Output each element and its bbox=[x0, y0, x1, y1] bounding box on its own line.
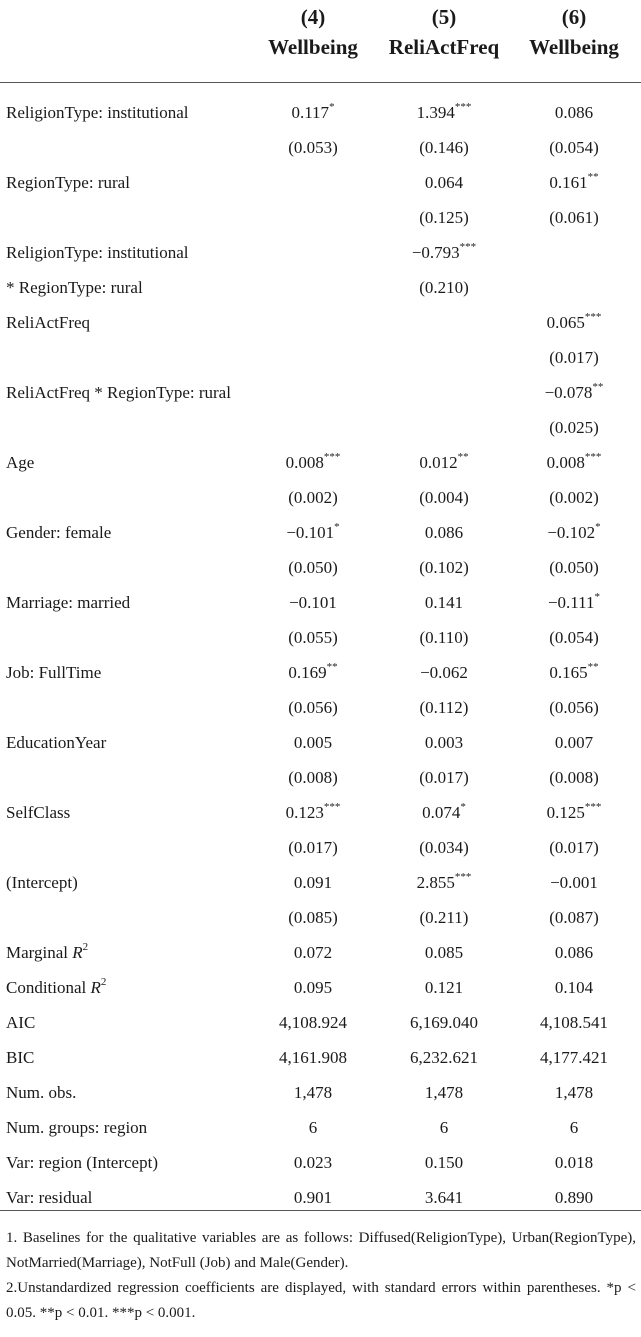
row-label: SelfClass bbox=[6, 803, 71, 822]
note-baselines: 1. Baselines for the qualitative variables are as follows: Diffused(ReligionType), Urban(RegionType), NotMarried(Marriage), NotFull (Job) and Male(Gender). bbox=[6, 1230, 636, 1271]
cell-c5: (0.125) bbox=[419, 208, 469, 227]
cell-c5: −0.062 bbox=[420, 663, 468, 682]
footer-divider bbox=[0, 1210, 641, 1211]
cell-c5: 6 bbox=[439, 1118, 449, 1137]
column-number: (6) bbox=[561, 5, 587, 29]
cell-c6: 0.065*** bbox=[546, 311, 602, 332]
row-label: ReligionType: institutional bbox=[6, 103, 189, 122]
cell-c4: (0.053) bbox=[288, 138, 338, 157]
cell-c6: 0.008*** bbox=[546, 451, 602, 472]
cell-c6: 0.086 bbox=[554, 103, 594, 122]
cell-c4: 0.091 bbox=[293, 873, 333, 892]
cell-c6: 0.018 bbox=[554, 1153, 594, 1172]
cell-c6: (0.087) bbox=[549, 908, 599, 927]
row-label: Age bbox=[6, 453, 35, 472]
table-row bbox=[0, 830, 641, 865]
column-number: (4) bbox=[300, 5, 326, 29]
table-row bbox=[0, 690, 641, 725]
table-row bbox=[0, 1145, 641, 1180]
table-row bbox=[0, 235, 641, 270]
cell-c5: 3.641 bbox=[424, 1188, 464, 1207]
cell-c5: (0.146) bbox=[419, 138, 469, 157]
column-name: Wellbeing bbox=[268, 35, 358, 59]
table-row bbox=[0, 935, 641, 970]
table-row bbox=[0, 550, 641, 585]
cell-c5: (0.102) bbox=[419, 558, 469, 577]
cell-c6: 0.007 bbox=[554, 733, 594, 752]
table-row bbox=[0, 760, 641, 795]
row-label: BIC bbox=[6, 1048, 35, 1067]
cell-c4: 4,161.908 bbox=[279, 1048, 347, 1067]
cell-c5: 0.121 bbox=[424, 978, 464, 997]
table-row bbox=[0, 165, 641, 200]
row-label: ReligionType: institutional bbox=[6, 243, 189, 262]
table-row bbox=[0, 585, 641, 620]
cell-c4: 0.123*** bbox=[285, 801, 341, 822]
cell-c6: (0.054) bbox=[549, 138, 599, 157]
cell-c4: −0.101* bbox=[286, 521, 340, 542]
cell-c4: 4,108.924 bbox=[279, 1013, 347, 1032]
row-label: EducationYear bbox=[6, 733, 107, 752]
cell-c4: 0.095 bbox=[293, 978, 333, 997]
cell-c6: 0.161** bbox=[549, 171, 599, 192]
cell-c4: 6 bbox=[308, 1118, 318, 1137]
cell-c6: (0.056) bbox=[549, 698, 599, 717]
cell-c4: (0.017) bbox=[288, 838, 338, 857]
cell-c5: −0.793*** bbox=[411, 241, 477, 262]
cell-c5: (0.211) bbox=[419, 908, 469, 927]
cell-c6: 4,108.541 bbox=[540, 1013, 608, 1032]
row-label: Conditional $R^2$ bbox=[6, 976, 107, 997]
cell-c4: 1,478 bbox=[293, 1083, 333, 1102]
note-coefficients: 2.Unstandardized regression coefficients are displayed, with standard errors within parentheses. *p < 0.05. **p < 0.01. ***p < 0.001. bbox=[6, 1280, 636, 1321]
row-label: RegionType: rural bbox=[6, 173, 130, 192]
cell-c6: (0.008) bbox=[549, 768, 599, 787]
cell-c4: (0.002) bbox=[288, 488, 338, 507]
table-row bbox=[0, 410, 641, 445]
column-header-5 bbox=[379, 2, 509, 62]
cell-c6: (0.061) bbox=[549, 208, 599, 227]
cell-c6: 0.086 bbox=[554, 943, 594, 962]
cell-c5: 0.085 bbox=[424, 943, 464, 962]
column-name: ReliActFreq bbox=[388, 35, 500, 59]
table-row bbox=[0, 620, 641, 655]
cell-c6: 0.165** bbox=[549, 661, 599, 682]
table-row bbox=[0, 1075, 641, 1110]
row-label: Marginal $R^2$ bbox=[6, 941, 89, 962]
cell-c6: 4,177.421 bbox=[540, 1048, 608, 1067]
cell-c6: 6 bbox=[569, 1118, 579, 1137]
cell-c6: (0.017) bbox=[549, 838, 599, 857]
table-row bbox=[0, 305, 641, 340]
cell-c5: 6,169.040 bbox=[410, 1013, 478, 1032]
cell-c6: (0.025) bbox=[549, 418, 599, 437]
column-name: Wellbeing bbox=[529, 35, 619, 59]
cell-c5: 0.141 bbox=[424, 593, 464, 612]
cell-c5: (0.110) bbox=[419, 628, 469, 647]
table-row bbox=[0, 1005, 641, 1040]
table-header bbox=[0, 0, 641, 82]
cell-c4: (0.056) bbox=[288, 698, 338, 717]
column-header-4 bbox=[248, 2, 378, 62]
cell-c6: (0.054) bbox=[549, 628, 599, 647]
table-row bbox=[0, 270, 641, 305]
cell-c4: (0.055) bbox=[288, 628, 338, 647]
cell-c4: −0.101 bbox=[289, 593, 337, 612]
cell-c5: 0.012** bbox=[419, 451, 469, 472]
table-row bbox=[0, 970, 641, 1005]
cell-c4: 0.005 bbox=[293, 733, 333, 752]
row-label: Job: FullTime bbox=[6, 663, 102, 682]
cell-c6: −0.111* bbox=[547, 591, 601, 612]
cell-c5: 2.855*** bbox=[416, 871, 472, 892]
table-notes bbox=[6, 1226, 636, 1326]
cell-c5: (0.034) bbox=[419, 838, 469, 857]
cell-c5: 0.003 bbox=[424, 733, 464, 752]
cell-c5: 1.394*** bbox=[416, 101, 472, 122]
cell-c5: 1,478 bbox=[424, 1083, 464, 1102]
table-row bbox=[0, 515, 641, 550]
cell-c6: −0.001 bbox=[550, 873, 598, 892]
row-label: Gender: female bbox=[6, 523, 112, 542]
cell-c5: (0.017) bbox=[419, 768, 469, 787]
cell-c5: 0.086 bbox=[424, 523, 464, 542]
table-row bbox=[0, 445, 641, 480]
header-divider bbox=[0, 82, 641, 83]
row-label: Var: region (Intercept) bbox=[6, 1153, 158, 1172]
table-row bbox=[0, 900, 641, 935]
cell-c6: 0.890 bbox=[554, 1188, 594, 1207]
table-row bbox=[0, 1110, 641, 1145]
cell-c6: (0.002) bbox=[549, 488, 599, 507]
row-label: * RegionType: rural bbox=[6, 278, 143, 297]
row-label: (Intercept) bbox=[6, 873, 78, 892]
cell-c6: −0.078** bbox=[544, 381, 604, 402]
cell-c4: (0.085) bbox=[288, 908, 338, 927]
cell-c6: 1,478 bbox=[554, 1083, 594, 1102]
cell-c6: (0.017) bbox=[549, 348, 599, 367]
cell-c5: 0.074* bbox=[422, 801, 466, 822]
cell-c6: (0.050) bbox=[549, 558, 599, 577]
table-row bbox=[0, 725, 641, 760]
cell-c5: (0.004) bbox=[419, 488, 469, 507]
cell-c6: −0.102* bbox=[547, 521, 601, 542]
cell-c4: 0.901 bbox=[293, 1188, 333, 1207]
table-row bbox=[0, 795, 641, 830]
cell-c6: 0.125*** bbox=[546, 801, 602, 822]
row-label: Num. groups: region bbox=[6, 1118, 148, 1137]
table-row bbox=[0, 375, 641, 410]
table-row bbox=[0, 865, 641, 900]
table-row bbox=[0, 200, 641, 235]
cell-c4: 0.023 bbox=[293, 1153, 333, 1172]
cell-c4: 0.117* bbox=[291, 101, 335, 122]
cell-c4: 0.072 bbox=[293, 943, 333, 962]
cell-c4: 0.169** bbox=[288, 661, 338, 682]
cell-c5: 0.064 bbox=[424, 173, 464, 192]
cell-c4: (0.050) bbox=[288, 558, 338, 577]
column-header-6 bbox=[509, 2, 639, 62]
cell-c5: 0.150 bbox=[424, 1153, 464, 1172]
cell-c4: 0.008*** bbox=[285, 451, 341, 472]
table-row bbox=[0, 1040, 641, 1075]
table-row bbox=[0, 480, 641, 515]
row-label: ReliActFreq bbox=[6, 313, 91, 332]
cell-c4: (0.008) bbox=[288, 768, 338, 787]
cell-c5: (0.210) bbox=[419, 278, 469, 297]
row-label: Marriage: married bbox=[6, 593, 131, 612]
table-row bbox=[0, 95, 641, 130]
column-number: (5) bbox=[431, 5, 457, 29]
row-label: ReliActFreq * RegionType: rural bbox=[6, 383, 231, 402]
table-row bbox=[0, 655, 641, 690]
table-row bbox=[0, 340, 641, 375]
row-label: Var: residual bbox=[6, 1188, 93, 1207]
cell-c6: 0.104 bbox=[554, 978, 594, 997]
row-label: AIC bbox=[6, 1013, 36, 1032]
row-label: Num. obs. bbox=[6, 1083, 77, 1102]
cell-c5: (0.112) bbox=[419, 698, 469, 717]
cell-c5: 6,232.621 bbox=[410, 1048, 478, 1067]
table-row bbox=[0, 130, 641, 165]
